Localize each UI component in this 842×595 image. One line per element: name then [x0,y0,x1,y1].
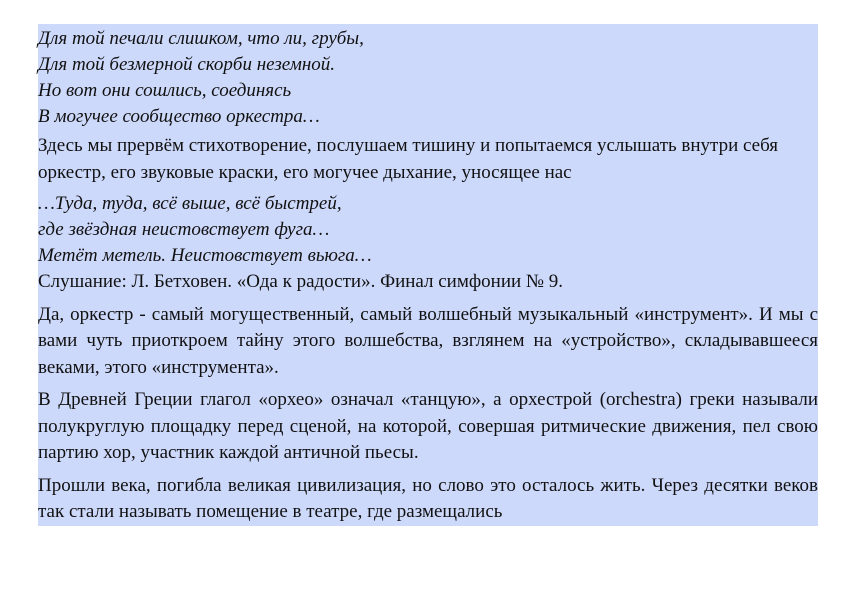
poem-line: Для той печали слишком, что ли, грубы, [38,28,364,49]
poem-line: Метёт метель. Неистовствует вьюга… [38,245,372,266]
paragraph-ancient-greece: В Древней Греции глагол «орхео» означал «танцую», а орхестрой (orchestra) греки называли полукруглую площадку перед сценой, на которой, совершая ритмические движения, пел свою партию хор, участник каждой античной пьесы. [38,389,818,463]
paragraph-interruption: Здесь мы прервём стихотворение, послушаем тишину и попытаемся услышать внутри себя оркестр, его звуковые краски, его могучее дыхание, уносящее нас [38,135,779,183]
paragraph-orchestra-instrument: Да, оркестр - самый могущественный, самый волшебный музыкальный «инструмент». И мы с вами чуть приоткроем тайну этого волшебства, взглянем на «устройство», складывавшееся веками, этого «инструмента». [38,303,818,378]
poem-line: Но вот они сошлись, соединясь [38,80,292,101]
poem-line: …Туда, туда, всё выше, всё быстрей, [38,193,342,214]
listening-line: Слушание: Л. Бетховен. «Ода к радости». Финал симфонии № 9. [38,271,564,292]
poem-line: В могучее сообщество оркестра… [38,106,320,127]
poem-line: где звёздная неистовствует фуга… [38,219,330,240]
poem-excerpt-1 [38,24,818,130]
paragraph-centuries: Прошли века, погибла великая цивилизация, но слово это осталось жить. Через десятки веков так стали называть помещение в театре, где размещались [38,474,818,522]
highlighted-text-block [38,24,818,526]
poem-line: Для той безмерной скорби неземной. [38,54,336,75]
poem-excerpt-2 [38,189,818,269]
